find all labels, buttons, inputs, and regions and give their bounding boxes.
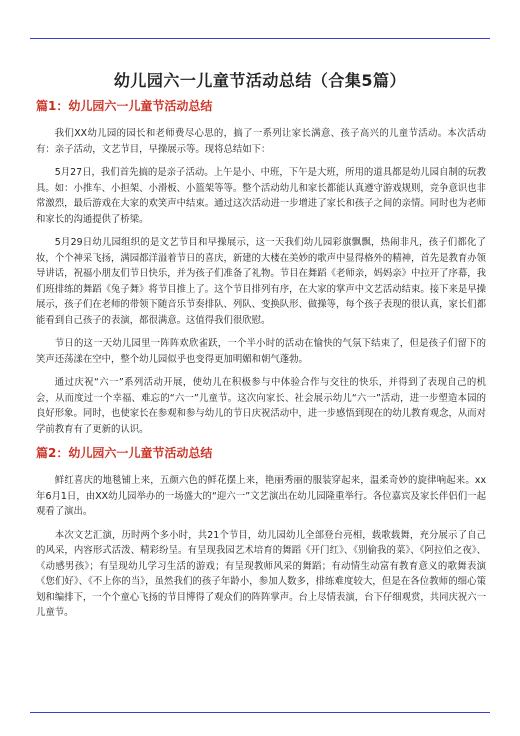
section-2-heading: 篇2：幼儿园六一儿童节活动总结 [36, 446, 213, 460]
document-title: 幼儿园六一儿童节活动总结（合集5篇） [113, 71, 407, 90]
section-1-paragraph-4: 节日的这一天幼儿园里一阵阵欢欣雀跃，一个半小时的活动在愉快的气氛下结束了，但是孩子们留下的笑声还荡漾在空中，整个幼儿园似乎也变得更加明媚和朝气蓬勃。 [36, 338, 486, 365]
section-2-paragraph-2: 本次文艺汇演，历时两个多小时，共21个节目，幼儿园幼儿全部登台亮相，载歌载舞，充分展示了自己的风采，内容形式活泼、精彩纷呈。有呈现我园艺术培育的舞蹈《开门红》、《别偷我的菜》、《阿拉伯之夜》、《动感男孩》；有呈现幼儿学习生活的游戏；有呈现教师风采的舞蹈；有动情生动富有教育意义的歌舞表演《您们好》、《不上你的当》，虽然我们的孩子年龄小，参加人数多，排练难度较大，但是在各位教师的细心策划和编排下，一个个童心飞扬的节目博得了观众们的阵阵掌声。台上尽情表演，台下仔细观赏，共同庆祝六一儿童节。 [36, 529, 487, 618]
top-rule [30, 38, 490, 39]
section-1-paragraph-5: 通过庆祝“六一”系列活动开展，使幼儿在积极参与中体验合作与交往的快乐，并得到了表现自己的机会，从而度过一个幸福、难忘的“六一”儿童节。这次向家长、社会展示幼儿“六一”活动，进一步塑造本园的良好形象。同时，也使家长在参观和参与幼儿的节日庆祝活动中，进一步感悟到现在的幼儿教育观念，从而对学前教育有了更新的认识。 [36, 377, 487, 435]
document-content [36, 98, 486, 629]
section-2-paragraph-1: 鲜红喜庆的地毯铺上来，五颜六色的鲜花摆上来，艳丽秀丽的服装穿起来，温柔奇妙的旋律响起来。xx年6月1日，由XX幼儿园举办的一场盛大的“迎六一”文艺演出在幼儿园隆重举行。各位嘉宾及家长伴侣们一起观看了演出。 [36, 475, 486, 517]
section-1-heading: 篇1：幼儿园六一儿童节活动总结 [36, 99, 213, 113]
section-1-paragraph-2: 5月27日，我们首先搞的是亲子活动。上午是小、中班，下午是大班，所用的道具都是幼儿园自制的玩教具。如：小推车、小担架、小滑板、小篮架等等。整个活动幼儿和家长都能认真遵守游戏规则，竞争意识也非常激烈，最后游戏在大家的欢笑声中结束。通过这次活动进一步增进了家长和孩子之间的亲情。同时也为老师和家长的沟通提供了桥梁。 [36, 167, 487, 225]
section-1-paragraph-3: 5月29日幼儿园组织的是文艺节目和早操展示，这一天我们幼儿园彩旗飘飘，热闹非凡，孩子们都化了妆，个个神采飞扬，满园都洋溢着节日的喜庆，新建的大楼在美妙的歌声中显得格外的精神，首先是教育办领导讲话，祝福小朋友们节日快乐，并为孩子们准备了礼物。节目在舞蹈《老师亲，妈妈亲》中拉开了序幕，我们班排练的舞蹈《兔子舞》将节目推上了。这个节目排列有序，在大家的掌声中文艺活动结束。接下来是早操展示，孩子们在老师的带领下随音乐节奏排队、列队、变换队形、做操等，每个孩子表现的很认真，家长们都能看到自己孩子的表演，都很满意。这值得我们很欣慰。 [36, 237, 487, 326]
section-1-paragraph-1: 我们XX幼儿园的园长和老师费尽心思的，搞了一系列让家长满意、孩子高兴的儿童节活动。本次活动有：亲子活动，文艺节目，早操展示等。现将总结如下： [36, 128, 486, 155]
bottom-rule [30, 712, 490, 713]
